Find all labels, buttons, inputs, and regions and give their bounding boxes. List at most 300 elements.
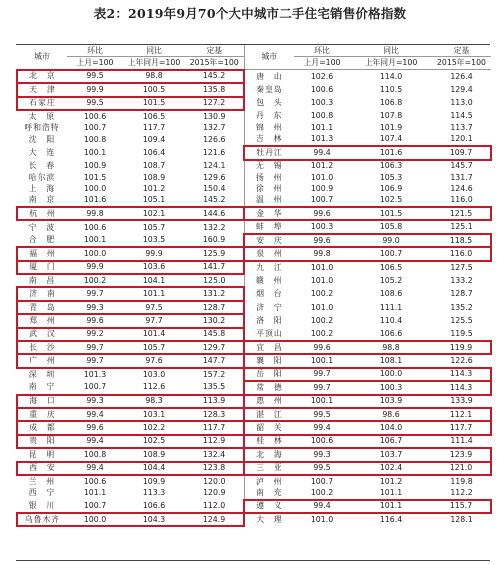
left-yoy-value: 104.3 <box>123 513 185 526</box>
left-yoy-value: 103.5 <box>142 235 166 245</box>
left-yoy-value: 106.5 <box>142 111 166 121</box>
right-mom-value: 99.5 <box>294 408 350 421</box>
left-city-name: 合 肥 <box>28 235 56 245</box>
right-mom-value: 99.4 <box>294 421 350 434</box>
left-mom-value: 100.7 <box>83 123 107 133</box>
right-base-value: 128.7 <box>450 289 473 299</box>
header-mom-left: 环比 <box>67 45 123 57</box>
left-base-value: 120.9 <box>203 488 226 498</box>
left-yoy-value: 108.9 <box>142 172 166 182</box>
left-base-value: 124.1 <box>203 160 226 170</box>
right-yoy-value: 104.0 <box>350 421 432 434</box>
table-row <box>17 462 491 475</box>
left-yoy-value: 106.4 <box>142 147 166 157</box>
table-row <box>17 287 491 300</box>
right-mom-value: 101.0 <box>310 515 334 525</box>
left-mom-value: 99.7 <box>67 354 123 367</box>
right-yoy-value: 98.8 <box>350 341 432 354</box>
right-yoy-value: 101.5 <box>350 207 432 220</box>
table-row <box>17 110 491 122</box>
left-city-name: 长 春 <box>28 160 56 170</box>
left-city-name: 杭 州 <box>17 207 67 220</box>
right-city-name: 九 江 <box>244 261 294 274</box>
right-mom-value: 100.9 <box>310 183 334 193</box>
right-base-value: 109.7 <box>432 146 491 159</box>
left-base-value: 113.9 <box>185 395 244 408</box>
right-mom-value: 100.8 <box>310 111 334 121</box>
table-row <box>17 261 491 274</box>
left-mom-value: 99.7 <box>67 341 123 354</box>
left-mom-value: 100.7 <box>83 382 107 392</box>
right-city-name: 常 德 <box>244 381 294 394</box>
right-yoy-value: 103.7 <box>350 448 432 461</box>
right-base-value: 127.5 <box>450 262 473 272</box>
right-base-value: 118.5 <box>432 234 491 247</box>
left-mom-value: 100.1 <box>83 147 107 157</box>
right-city-name: 北 海 <box>244 448 294 461</box>
right-mom-value: 99.7 <box>294 381 350 394</box>
left-mom-value: 100.1 <box>83 235 107 245</box>
table-row <box>17 395 491 408</box>
left-city-name: 石家庄 <box>17 97 67 110</box>
left-city-name: 贵 阳 <box>17 435 67 448</box>
left-city-name: 哈尔滨 <box>28 172 56 182</box>
table-row <box>17 172 491 183</box>
table-row <box>17 448 491 461</box>
left-mom-value: 100.2 <box>83 275 107 285</box>
right-city-name: 宜 昌 <box>244 341 294 354</box>
left-mom-value: 99.9 <box>67 261 123 274</box>
table-row <box>17 207 491 220</box>
left-city-name: 昆 明 <box>28 449 56 459</box>
header-yoy-sub-right: 上年同月=100 <box>350 57 432 70</box>
left-base-value: 145.8 <box>185 328 244 341</box>
left-mom-value: 100.6 <box>83 111 107 121</box>
header-mom-sub-right: 上月=100 <box>294 57 350 70</box>
left-base-value: 131.2 <box>185 287 244 300</box>
table-row <box>17 183 491 194</box>
left-mom-value: 99.9 <box>67 83 123 96</box>
left-mom-value: 100.0 <box>67 247 123 260</box>
right-base-value: 129.4 <box>450 84 473 94</box>
right-yoy-value: 106.3 <box>379 161 403 171</box>
left-yoy-value: 97.6 <box>123 354 185 367</box>
left-yoy-value: 105.7 <box>123 341 185 354</box>
left-base-value: 117.7 <box>185 421 244 434</box>
left-mom-value: 101.6 <box>83 195 107 205</box>
right-base-value: 121.5 <box>432 207 491 220</box>
header-base-left: 定基 <box>185 45 244 57</box>
right-mom-value: 101.0 <box>310 172 334 182</box>
right-mom-value: 99.6 <box>294 207 350 220</box>
right-city-name: 平顶山 <box>244 328 294 341</box>
left-yoy-value: 103.1 <box>123 408 185 421</box>
right-yoy-value: 101.6 <box>350 146 432 159</box>
right-city-name: 泉 州 <box>244 247 294 260</box>
left-yoy-value: 97.5 <box>123 301 185 314</box>
right-yoy-value: 100.7 <box>350 247 432 260</box>
right-base-value: 114.5 <box>450 111 473 121</box>
left-base-value: 141.7 <box>185 261 244 274</box>
right-yoy-value: 106.9 <box>379 183 403 193</box>
header-yoy-right: 同比 <box>350 45 432 57</box>
right-yoy-value: 102.4 <box>350 462 432 475</box>
left-city-name: 青 岛 <box>17 301 67 314</box>
right-city-name: 洛 阳 <box>244 314 294 327</box>
left-yoy-value: 103.6 <box>123 261 185 274</box>
right-mom-value: 99.7 <box>294 368 350 381</box>
left-city-name: 南 昌 <box>28 275 56 285</box>
right-yoy-value: 108.1 <box>379 356 403 366</box>
right-mom-value: 100.7 <box>310 195 334 205</box>
right-city-name: 蚌 埠 <box>244 220 294 233</box>
right-mom-value: 99.4 <box>294 500 350 513</box>
right-city-name: 赣 州 <box>244 274 294 287</box>
right-base-value: 119.9 <box>432 341 491 354</box>
left-city-name: 深 圳 <box>28 369 56 379</box>
header-mom-sub-left: 上月=100 <box>67 57 123 70</box>
left-yoy-value: 101.2 <box>142 183 166 193</box>
left-base-value: 124.9 <box>185 513 244 526</box>
table-row <box>17 234 491 247</box>
table-row <box>17 274 491 287</box>
table-row <box>17 247 491 260</box>
right-mom-value: 100.6 <box>310 436 334 446</box>
right-mom-value: 99.4 <box>294 146 350 159</box>
left-city-name: 南 宁 <box>28 382 56 392</box>
right-city-name: 唐 山 <box>244 70 294 83</box>
left-mom-value: 99.6 <box>67 314 123 327</box>
right-city-name: 吉 林 <box>244 134 294 146</box>
left-mom-value: 100.6 <box>83 222 107 232</box>
table-row <box>17 134 491 146</box>
left-yoy-value: 102.1 <box>123 207 185 220</box>
right-city-name: 安 庆 <box>244 234 294 247</box>
left-yoy-value: 108.9 <box>142 449 166 459</box>
table-row <box>17 328 491 341</box>
right-base-value: 121.0 <box>432 462 491 475</box>
table-row <box>17 513 491 526</box>
table-row <box>17 475 491 487</box>
table-body <box>17 70 491 527</box>
right-yoy-value: 101.1 <box>379 487 403 497</box>
table-row <box>17 421 491 434</box>
header-base-sub-left: 2015年=100 <box>185 57 244 70</box>
left-city-name: 西 宁 <box>28 488 56 498</box>
left-base-value: 126.6 <box>203 134 226 144</box>
left-base-value: 144.6 <box>185 207 244 220</box>
left-mom-value: 100.9 <box>83 160 107 170</box>
right-yoy-value: 103.9 <box>379 396 403 406</box>
table-row <box>17 83 491 96</box>
right-base-value: 125.5 <box>450 315 473 325</box>
left-base-value: 145.2 <box>203 195 226 205</box>
right-city-name: 温 州 <box>244 195 294 207</box>
right-base-value: 119.8 <box>450 476 473 486</box>
left-city-name: 呼和浩特 <box>24 123 60 133</box>
right-city-name: 大 理 <box>244 513 294 526</box>
right-city-name: 南 充 <box>244 487 294 499</box>
left-yoy-value: 99.9 <box>123 247 185 260</box>
left-city-name: 西 安 <box>17 462 67 475</box>
left-base-value: 135.8 <box>185 83 244 96</box>
right-mom-value: 100.3 <box>310 222 334 232</box>
right-base-value: 125.1 <box>450 222 473 232</box>
right-yoy-value: 101.2 <box>379 476 403 486</box>
right-yoy-value: 110.4 <box>379 315 403 325</box>
left-mom-value: 100.6 <box>83 476 107 486</box>
right-mom-value: 100.7 <box>310 476 334 486</box>
right-yoy-value: 105.8 <box>379 222 403 232</box>
right-city-name: 包 头 <box>244 97 294 110</box>
left-yoy-value: 117.7 <box>142 123 166 133</box>
right-base-value: 145.7 <box>450 161 473 171</box>
left-mom-value: 100.8 <box>83 449 107 459</box>
right-mom-value: 100.2 <box>310 315 334 325</box>
right-city-name: 桂 林 <box>244 435 294 448</box>
left-yoy-value: 104.4 <box>123 462 185 475</box>
left-base-value: 157.2 <box>202 369 226 379</box>
left-base-value: 132.2 <box>203 222 226 232</box>
right-base-value: 135.2 <box>450 302 473 312</box>
right-mom-value: 101.2 <box>310 161 334 171</box>
left-mom-value: 99.4 <box>67 462 123 475</box>
left-yoy-value: 113.3 <box>142 488 166 498</box>
right-city-name: 惠 州 <box>244 395 294 408</box>
right-city-name: 襄 阳 <box>244 354 294 367</box>
right-city-name: 烟 台 <box>244 287 294 300</box>
right-yoy-value: 98.6 <box>350 408 432 421</box>
left-mom-value: 99.8 <box>67 207 123 220</box>
right-base-value: 113.0 <box>450 98 473 108</box>
right-city-name: 金 华 <box>244 207 294 220</box>
left-base-value: 147.7 <box>185 354 244 367</box>
right-base-value: 112.1 <box>432 408 491 421</box>
left-city-name: 宁 波 <box>28 222 56 232</box>
right-base-value: 120.1 <box>450 134 473 144</box>
left-mom-value: 100.0 <box>67 513 123 526</box>
left-city-name: 银 川 <box>28 500 56 510</box>
left-yoy-value: 103.0 <box>142 369 166 379</box>
left-base-value: 145.2 <box>185 70 244 83</box>
right-yoy-value: 107.8 <box>379 111 403 121</box>
right-base-value: 122.6 <box>450 356 473 366</box>
right-mom-value: 101.3 <box>310 134 334 144</box>
header-mom-right: 环比 <box>294 45 350 57</box>
right-yoy-value: 105.2 <box>379 275 403 285</box>
left-base-value: 130.2 <box>185 314 244 327</box>
table-row <box>17 160 491 172</box>
table-row <box>17 70 491 83</box>
left-city-name: 天 津 <box>17 83 67 96</box>
left-mom-value: 99.3 <box>67 301 123 314</box>
table-row <box>17 408 491 421</box>
right-city-name: 岳 阳 <box>244 368 294 381</box>
right-mom-value: 100.2 <box>310 289 334 299</box>
right-yoy-value: 108.6 <box>379 289 403 299</box>
right-mom-value: 100.1 <box>310 396 334 406</box>
left-mom-value: 100.0 <box>83 183 107 193</box>
right-yoy-value: 101.9 <box>379 123 403 133</box>
header-row-1 <box>17 45 491 57</box>
left-yoy-value: 101.4 <box>123 328 185 341</box>
left-city-name: 北 京 <box>17 70 67 83</box>
right-base-value: 126.4 <box>450 71 473 81</box>
right-mom-value: 100.3 <box>310 98 334 108</box>
left-yoy-value: 104.1 <box>142 275 166 285</box>
left-city-name: 福 州 <box>17 247 67 260</box>
right-city-name: 湛 江 <box>244 408 294 421</box>
right-mom-value: 99.6 <box>294 234 350 247</box>
right-city-name: 无 锡 <box>244 160 294 172</box>
left-yoy-value: 109.9 <box>142 476 166 486</box>
left-city-name: 长 沙 <box>17 341 67 354</box>
right-yoy-value: 106.6 <box>379 328 403 338</box>
right-yoy-value: 111.1 <box>379 302 403 312</box>
left-city-name: 济 南 <box>17 287 67 300</box>
left-yoy-value: 101.5 <box>123 97 185 110</box>
left-city-name: 广 州 <box>17 354 67 367</box>
right-mom-value: 101.0 <box>310 275 334 285</box>
left-mom-value: 99.4 <box>67 408 123 421</box>
right-city-name: 遵 义 <box>244 500 294 513</box>
table-row <box>17 195 491 207</box>
left-base-value: 128.7 <box>185 301 244 314</box>
left-mom-value: 101.5 <box>83 172 107 182</box>
right-base-value: 114.3 <box>432 368 491 381</box>
right-mom-value: 100.6 <box>310 84 334 94</box>
table-row <box>17 435 491 448</box>
left-city-name: 重 庆 <box>17 408 67 421</box>
left-mom-value: 100.7 <box>83 500 107 510</box>
table-row <box>17 301 491 314</box>
table-title: 表2：2019年9月70个大中城市二手住宅销售价格指数 <box>93 6 407 21</box>
right-mom-value: 99.5 <box>294 462 350 475</box>
left-base-value: 125.0 <box>203 275 226 285</box>
right-yoy-value: 99.0 <box>350 234 432 247</box>
right-city-name: 济 宁 <box>244 301 294 314</box>
right-base-value: 133.9 <box>450 396 473 406</box>
right-base-value: 133.2 <box>450 275 473 285</box>
left-city-name: 兰 州 <box>28 476 56 486</box>
right-city-name: 丹 东 <box>244 110 294 122</box>
table-row <box>17 354 491 367</box>
right-city-name: 韶 关 <box>244 421 294 434</box>
right-base-value: 117.7 <box>432 421 491 434</box>
left-base-value: 132.7 <box>203 123 226 133</box>
right-base-value: 116.0 <box>432 247 491 260</box>
left-base-value: 127.2 <box>185 97 244 110</box>
right-yoy-value: 101.1 <box>350 500 432 513</box>
right-mom-value: 100.1 <box>310 356 334 366</box>
header-base-sub-right: 2015年=100 <box>432 57 491 70</box>
right-mom-value: 99.8 <box>294 247 350 260</box>
left-base-value: 121.6 <box>202 147 226 157</box>
left-yoy-value: 112.6 <box>142 382 166 392</box>
left-base-value: 112.0 <box>202 500 226 510</box>
left-mom-value: 101.1 <box>83 488 107 498</box>
header-yoy-left: 同比 <box>123 45 185 57</box>
right-mom-value: 102.6 <box>310 71 334 81</box>
table-row <box>17 487 491 499</box>
right-base-value: 131.7 <box>450 172 473 182</box>
left-yoy-value: 101.1 <box>123 287 185 300</box>
left-base-value: 123.8 <box>185 462 244 475</box>
right-base-value: 124.6 <box>450 183 473 193</box>
left-city-name: 上 海 <box>28 183 56 193</box>
left-mom-value: 100.8 <box>83 134 107 144</box>
right-city-name: 牡丹江 <box>244 146 294 159</box>
left-city-name: 厦 门 <box>17 261 67 274</box>
right-city-name: 三 亚 <box>244 462 294 475</box>
right-yoy-value: 100.0 <box>350 368 432 381</box>
right-city-name: 锦 州 <box>244 122 294 133</box>
left-base-value: 129.7 <box>185 341 244 354</box>
left-mom-value: 99.3 <box>67 395 123 408</box>
right-base-value: 116.0 <box>450 195 473 205</box>
right-city-name: 徐 州 <box>244 183 294 194</box>
right-mom-value: 100.2 <box>310 328 334 338</box>
left-mom-value: 99.5 <box>67 70 123 83</box>
left-mom-value: 99.2 <box>67 328 123 341</box>
left-yoy-value: 102.5 <box>123 435 185 448</box>
right-base-value: 113.7 <box>450 123 473 133</box>
left-city-name: 大 连 <box>28 147 56 157</box>
right-yoy-value: 107.4 <box>379 134 403 144</box>
left-yoy-value: 98.8 <box>123 70 185 83</box>
left-mom-value: 99.4 <box>67 435 123 448</box>
left-yoy-value: 97.7 <box>123 314 185 327</box>
right-mom-value: 101.0 <box>310 302 334 312</box>
left-city-name: 海 口 <box>17 395 67 408</box>
table-row <box>17 500 491 513</box>
left-mom-value: 99.7 <box>67 287 123 300</box>
left-city-name: 南 京 <box>28 195 56 205</box>
left-base-value: 135.5 <box>202 382 226 392</box>
right-city-name: 扬 州 <box>244 172 294 183</box>
right-mom-value: 101.0 <box>310 262 334 272</box>
price-index-table <box>16 44 490 561</box>
left-base-value: 150.4 <box>203 183 226 193</box>
left-mom-value: 99.5 <box>67 97 123 110</box>
right-yoy-value: 105.3 <box>379 172 403 182</box>
left-yoy-value: 105.7 <box>142 222 166 232</box>
left-base-value: 112.9 <box>185 435 244 448</box>
right-yoy-value: 106.8 <box>379 98 403 108</box>
right-base-value: 115.7 <box>432 500 491 513</box>
table-row <box>17 97 491 110</box>
right-base-value: 128.1 <box>450 515 473 525</box>
left-city-name: 成 都 <box>17 421 67 434</box>
right-mom-value: 101.1 <box>310 123 334 133</box>
table-row <box>17 341 491 354</box>
right-city-name: 泸 州 <box>244 475 294 487</box>
right-yoy-value: 106.7 <box>379 436 403 446</box>
left-yoy-value: 109.4 <box>142 134 166 144</box>
left-base-value: 129.6 <box>203 172 226 182</box>
right-yoy-value: 102.5 <box>379 195 403 205</box>
left-base-value: 132.4 <box>202 449 226 459</box>
right-mom-value: 99.3 <box>294 448 350 461</box>
right-yoy-value: 106.5 <box>379 262 403 272</box>
header-base-right: 定基 <box>432 45 491 57</box>
right-base-value: 123.9 <box>432 448 491 461</box>
table-row <box>17 220 491 233</box>
table-row <box>17 122 491 133</box>
table-row <box>17 381 491 394</box>
right-mom-value: 99.6 <box>294 341 350 354</box>
right-yoy-value: 114.0 <box>379 71 403 81</box>
